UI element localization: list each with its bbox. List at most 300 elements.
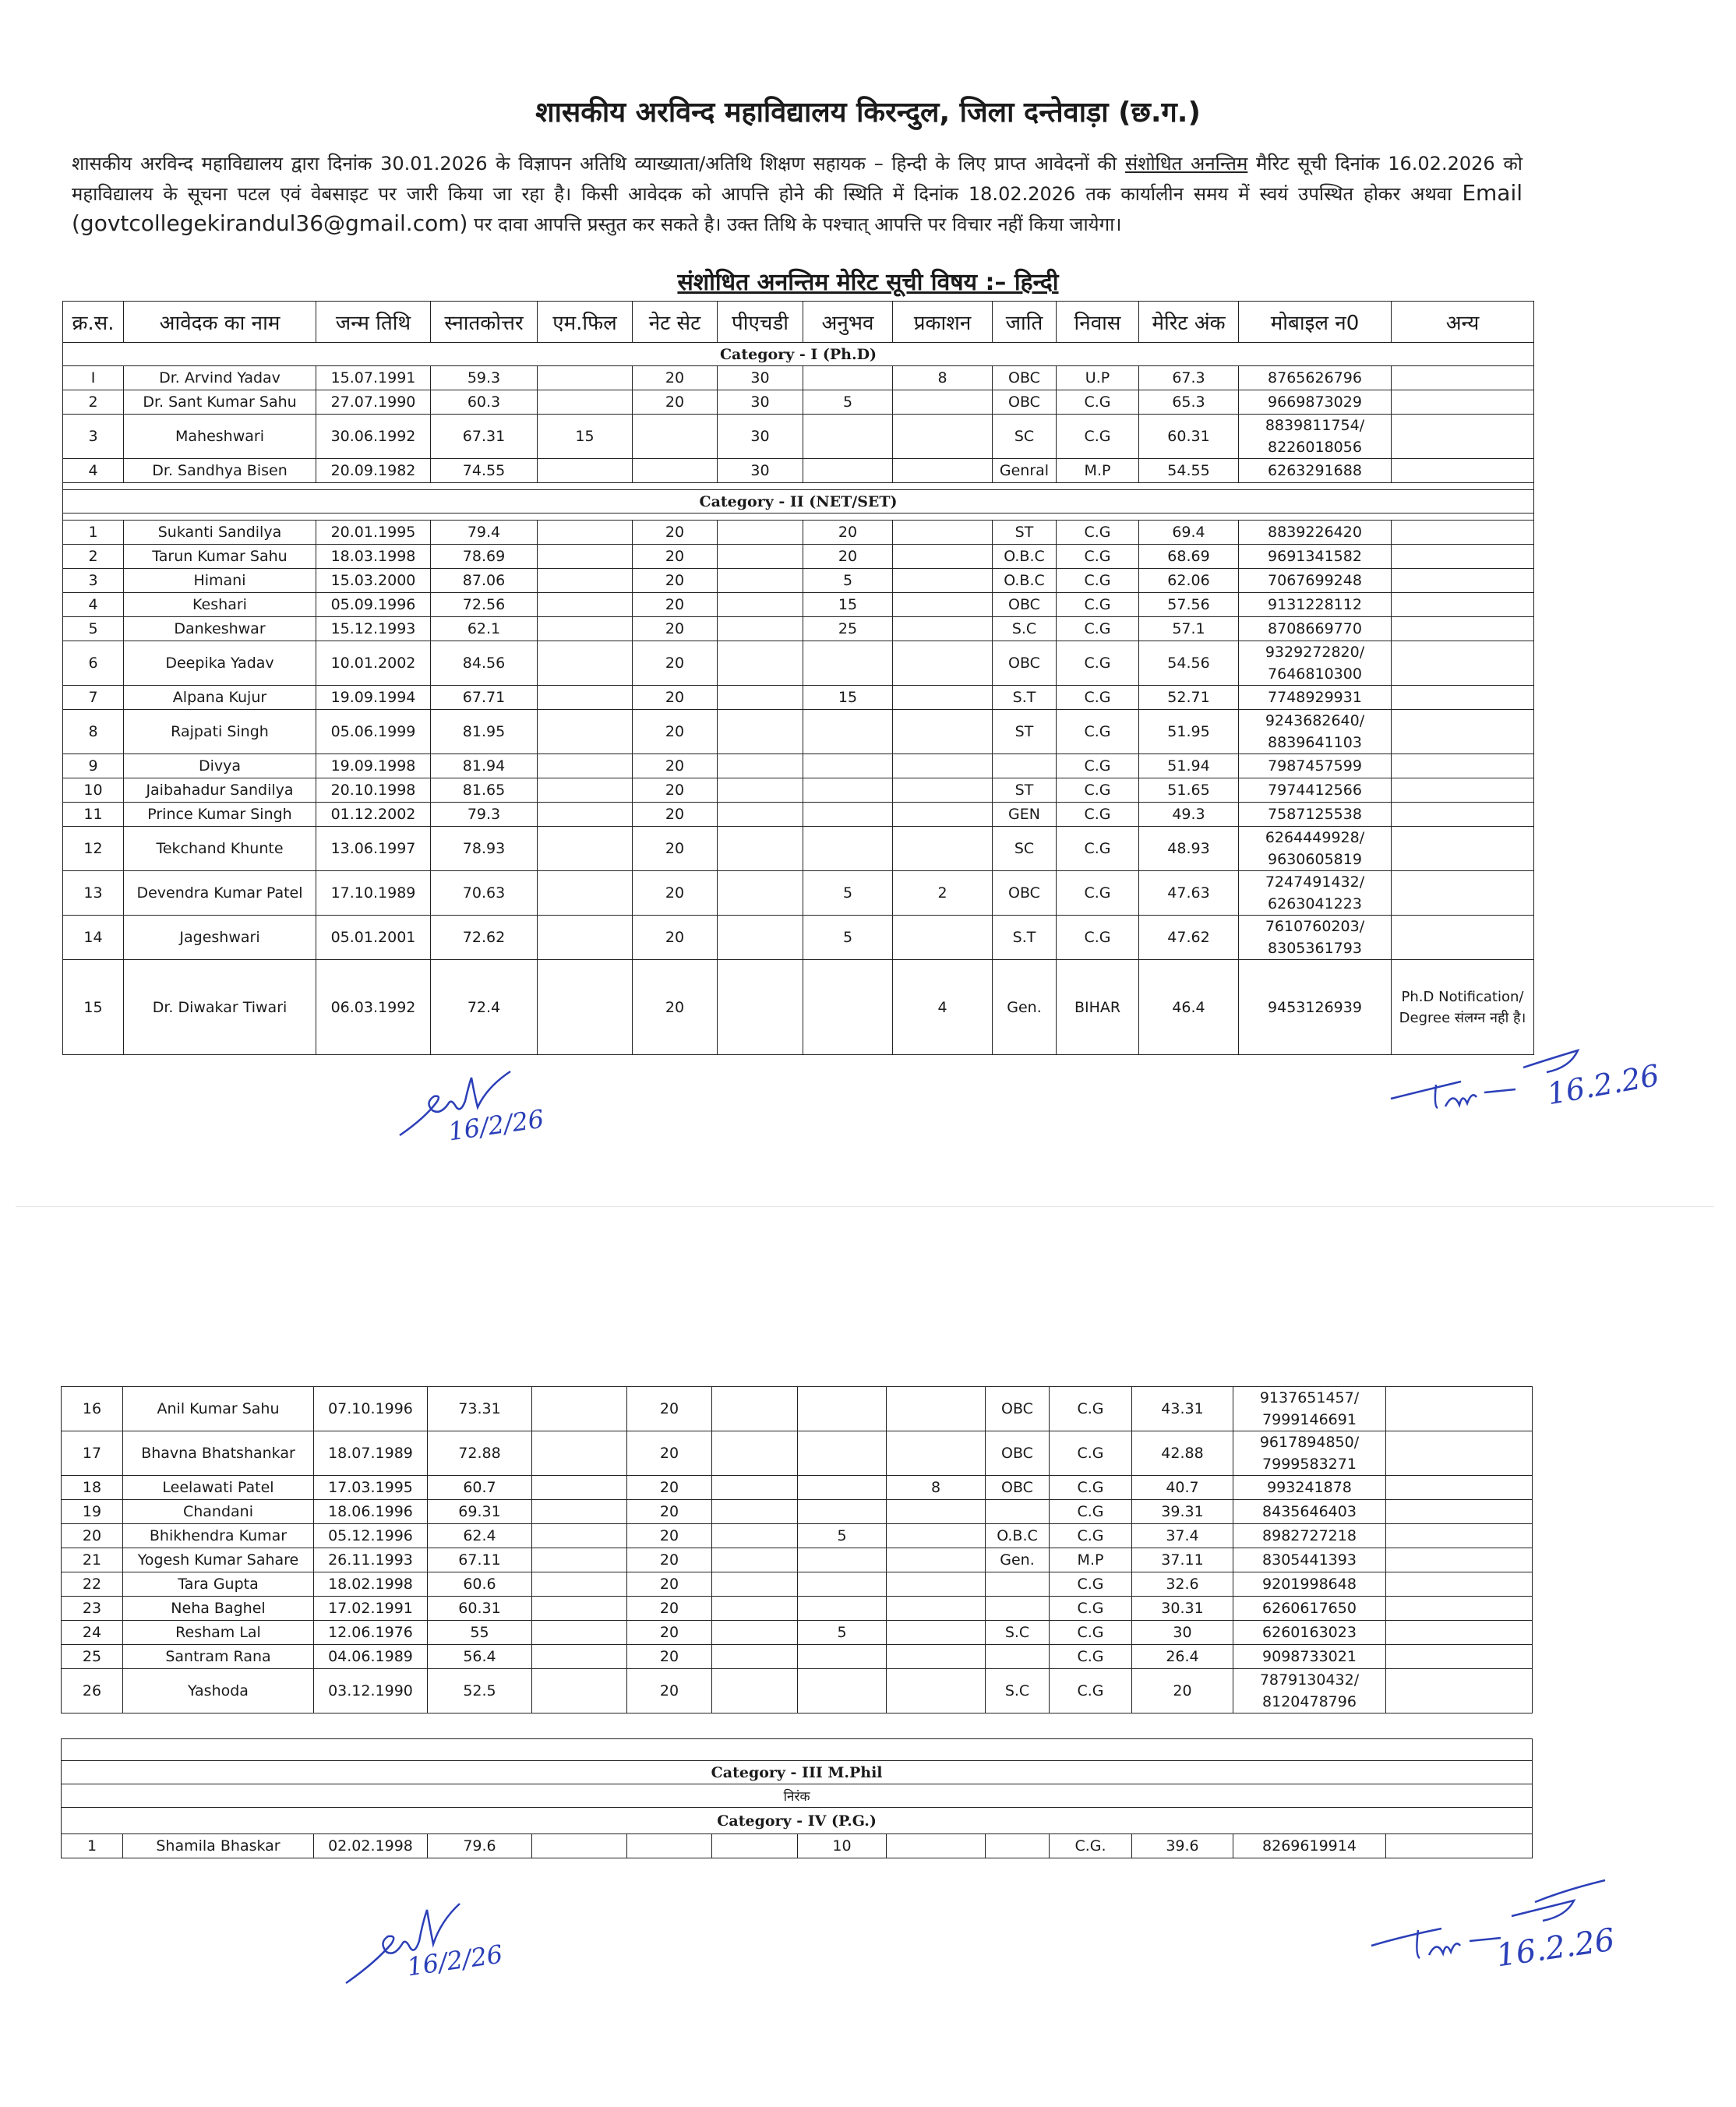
spacer-row (62, 1739, 1533, 1761)
category-row (62, 1761, 1533, 1784)
dob-cell: 20.10.1998 (316, 778, 431, 803)
mphil-cell (538, 545, 633, 569)
sn-cell: 16 (62, 1387, 123, 1431)
col-header-sn: क्र.स. (63, 302, 124, 343)
dob-cell: 02.02.1998 (314, 1834, 428, 1858)
residence-cell: C.G (1050, 1476, 1132, 1500)
residence-cell: C.G (1050, 1669, 1132, 1713)
publication-cell (887, 1524, 986, 1548)
dob-cell: 03.12.1990 (314, 1669, 428, 1713)
residence-cell: C.G (1057, 390, 1139, 415)
residence-cell: C.G (1050, 1597, 1132, 1621)
dob-cell: 15.12.1993 (316, 617, 431, 641)
net-set-cell: 20 (633, 593, 718, 617)
dob-cell: 10.01.2002 (316, 641, 431, 686)
name-cell: Prince Kumar Singh (124, 803, 316, 827)
table-row (63, 641, 1534, 686)
caste-cell: Gen. (993, 960, 1057, 1055)
pg-cell: 62.4 (428, 1524, 532, 1548)
phd-cell (712, 1572, 798, 1597)
sn-cell: 2 (63, 545, 124, 569)
name-cell: Santram Rana (123, 1645, 314, 1669)
table-row (62, 1572, 1533, 1597)
other-cell (1386, 1431, 1533, 1476)
net-set-cell: 20 (633, 366, 718, 390)
sn-cell: 4 (63, 593, 124, 617)
caste-cell: S.T (993, 916, 1057, 960)
name-cell: Dr. Diwakar Tiwari (124, 960, 316, 1055)
residence-cell: C.G (1050, 1387, 1132, 1431)
category-label: Category - III M.Phil (62, 1761, 1533, 1784)
caste-cell: OBC (993, 593, 1057, 617)
other-cell (1386, 1476, 1533, 1500)
phd-cell: 30 (718, 415, 803, 459)
publication-cell (893, 459, 993, 483)
caste-cell (993, 754, 1057, 778)
phd-cell (712, 1834, 798, 1858)
col-header-mphil: एम.फिल (538, 302, 633, 343)
net-set-cell: 20 (633, 641, 718, 686)
residence-cell: C.G (1057, 617, 1139, 641)
phd-cell (718, 569, 803, 593)
dob-cell: 07.10.1996 (314, 1387, 428, 1431)
category-label: Category - II (NET/SET) (63, 490, 1534, 514)
sn-cell: 14 (63, 916, 124, 960)
residence-cell: C.G (1050, 1621, 1132, 1645)
category-row (63, 343, 1534, 366)
table-row (63, 366, 1534, 390)
dob-cell: 05.12.1996 (314, 1524, 428, 1548)
dob-cell: 18.02.1998 (314, 1572, 428, 1597)
publication-cell (893, 686, 993, 710)
name-cell: Chandani (123, 1500, 314, 1524)
merit-cell: 68.69 (1139, 545, 1239, 569)
sn-cell: 15 (63, 960, 124, 1055)
merit-cell: 52.71 (1139, 686, 1239, 710)
name-cell: Divya (124, 754, 316, 778)
mphil-cell (532, 1548, 627, 1572)
mphil-cell (538, 390, 633, 415)
name-cell: Maheshwari (124, 415, 316, 459)
phd-cell (712, 1431, 798, 1476)
mphil-cell (532, 1645, 627, 1669)
caste-cell (986, 1645, 1050, 1669)
caste-cell: ST (993, 778, 1057, 803)
pg-cell: 67.11 (428, 1548, 532, 1572)
mphil-cell (538, 617, 633, 641)
col-header-dob: जन्म तिथि (316, 302, 431, 343)
mphil-cell (538, 641, 633, 686)
caste-cell: S.C (993, 617, 1057, 641)
net-set-cell: 20 (633, 390, 718, 415)
publication-cell (887, 1621, 986, 1645)
phd-cell (718, 778, 803, 803)
pg-cell: 56.4 (428, 1645, 532, 1669)
pg-cell: 81.94 (431, 754, 538, 778)
caste-cell: O.B.C (993, 545, 1057, 569)
mobile-cell: 9201998648 (1233, 1572, 1386, 1597)
merit-cell: 51.95 (1139, 710, 1239, 754)
experience-cell: 15 (803, 593, 893, 617)
residence-cell: C.G (1057, 871, 1139, 916)
mphil-cell (532, 1431, 627, 1476)
phd-cell: 30 (718, 459, 803, 483)
dob-cell: 20.01.1995 (316, 521, 431, 545)
pg-cell: 67.71 (431, 686, 538, 710)
pg-cell: 81.65 (431, 778, 538, 803)
net-set-cell: 20 (627, 1387, 712, 1431)
mphil-cell (538, 916, 633, 960)
dob-cell: 05.06.1999 (316, 710, 431, 754)
merit-cell: 57.56 (1139, 593, 1239, 617)
mphil-cell (532, 1572, 627, 1597)
phd-cell (718, 871, 803, 916)
sn-cell: 5 (63, 617, 124, 641)
publication-cell: 2 (893, 871, 993, 916)
phd-cell (718, 960, 803, 1055)
table-header-row (63, 302, 1534, 343)
pg-cell: 79.6 (428, 1834, 532, 1858)
merit-cell: 40.7 (1132, 1476, 1233, 1500)
mobile-cell: 7879130432/ 8120478796 (1233, 1669, 1386, 1713)
dob-cell: 30.06.1992 (316, 415, 431, 459)
merit-cell: 69.4 (1139, 521, 1239, 545)
caste-cell: S.C (986, 1621, 1050, 1645)
experience-cell (803, 754, 893, 778)
publication-cell (893, 641, 993, 686)
pg-cell: 55 (428, 1621, 532, 1645)
publication-cell: 4 (893, 960, 993, 1055)
page-separator (16, 1206, 1714, 1207)
table-row (62, 1431, 1533, 1476)
col-header-residence: निवास (1057, 302, 1139, 343)
mphil-cell (538, 960, 633, 1055)
phd-cell (712, 1548, 798, 1572)
experience-cell: 20 (803, 545, 893, 569)
publication-cell (887, 1548, 986, 1572)
phd-cell (718, 593, 803, 617)
other-cell (1386, 1597, 1533, 1621)
net-set-cell: 20 (627, 1669, 712, 1713)
mphil-cell (538, 827, 633, 871)
caste-cell: OBC (993, 871, 1057, 916)
signature-right-top-date: 16.2.26 (1544, 1057, 1662, 1112)
mobile-cell: 9329272820/ 7646810300 (1239, 641, 1392, 686)
sn-cell: 18 (62, 1476, 123, 1500)
merit-cell: 60.31 (1139, 415, 1239, 459)
pg-cell: 87.06 (431, 569, 538, 593)
mobile-cell: 9098733021 (1233, 1645, 1386, 1669)
spacer-row (63, 483, 1534, 490)
mphil-cell (538, 593, 633, 617)
merit-cell: 39.6 (1132, 1834, 1233, 1858)
experience-cell (803, 366, 893, 390)
publication-cell (893, 415, 993, 459)
mobile-cell: 9691341582 (1239, 545, 1392, 569)
mobile-cell: 9617894850/ 7999583271 (1233, 1431, 1386, 1476)
net-set-cell: 20 (633, 754, 718, 778)
name-cell: Jaibahadur Sandilya (124, 778, 316, 803)
name-cell: Keshari (124, 593, 316, 617)
col-header-pg: स्नातकोत्तर (431, 302, 538, 343)
other-cell (1386, 1645, 1533, 1669)
pg-cell: 70.63 (431, 871, 538, 916)
table-row (63, 459, 1534, 483)
name-cell: Tekchand Khunte (124, 827, 316, 871)
other-cell (1386, 1548, 1533, 1572)
mphil-cell (538, 521, 633, 545)
caste-cell: S.C (986, 1669, 1050, 1713)
signature-left-top (393, 1064, 549, 1168)
phd-cell (718, 686, 803, 710)
caste-cell: O.B.C (986, 1524, 1050, 1548)
publication-cell (893, 593, 993, 617)
col-header-mobile: मोबाइल न0 (1239, 302, 1392, 343)
residence-cell: M.P (1050, 1548, 1132, 1572)
sn-cell: 2 (63, 390, 124, 415)
mphil-cell (532, 1524, 627, 1548)
name-cell: Dr. Sant Kumar Sahu (124, 390, 316, 415)
col-header-publication: प्रकाशन (893, 302, 993, 343)
other-cell (1386, 1669, 1533, 1713)
caste-cell: SC (993, 827, 1057, 871)
col-header-name: आवेदक का नाम (124, 302, 316, 343)
experience-cell (803, 641, 893, 686)
mobile-cell: 6260163023 (1233, 1621, 1386, 1645)
experience-cell (803, 459, 893, 483)
mphil-cell (538, 778, 633, 803)
name-cell: Bhavna Bhatshankar (123, 1431, 314, 1476)
sn-cell: 11 (63, 803, 124, 827)
signature-right-bottom (1371, 1874, 1636, 1994)
caste-cell: OBC (993, 366, 1057, 390)
residence-cell: C.G (1050, 1431, 1132, 1476)
phd-cell (712, 1597, 798, 1621)
sn-cell: 10 (63, 778, 124, 803)
publication-cell (893, 827, 993, 871)
residence-cell: C.G (1050, 1500, 1132, 1524)
publication-cell: 8 (887, 1476, 986, 1500)
other-cell (1392, 390, 1534, 415)
experience-cell: 10 (798, 1834, 887, 1858)
experience-cell: 5 (798, 1524, 887, 1548)
table-row (63, 390, 1534, 415)
net-set-cell: 20 (627, 1476, 712, 1500)
pg-cell: 81.95 (431, 710, 538, 754)
pg-cell: 72.62 (431, 916, 538, 960)
spacer-cell (63, 483, 1534, 490)
mobile-cell: 6264449928/ 9630605819 (1239, 827, 1392, 871)
mphil-cell: 15 (538, 415, 633, 459)
col-header-phd: पीएचडी (718, 302, 803, 343)
net-set-cell (633, 459, 718, 483)
net-set-cell: 20 (627, 1431, 712, 1476)
mobile-cell: 6260617650 (1233, 1597, 1386, 1621)
other-cell (1392, 366, 1534, 390)
page-title: शासकीय अरविन्द महाविद्यालय किरन्दुल, जिला दन्तेवाड़ा (छ.ग.) (535, 97, 1201, 129)
caste-cell: S.T (993, 686, 1057, 710)
pg-cell: 78.69 (431, 545, 538, 569)
experience-cell (798, 1572, 887, 1597)
residence-cell: C.G (1057, 593, 1139, 617)
name-cell: Himani (124, 569, 316, 593)
residence-cell: C.G (1057, 916, 1139, 960)
mobile-cell: 9243682640/ 8839641103 (1239, 710, 1392, 754)
experience-cell (803, 710, 893, 754)
sn-cell: 3 (63, 569, 124, 593)
phd-cell (712, 1387, 798, 1431)
phd-cell (712, 1476, 798, 1500)
net-set-cell: 20 (627, 1572, 712, 1597)
pg-cell: 67.31 (431, 415, 538, 459)
net-set-cell: 20 (633, 545, 718, 569)
merit-table-page-1 (62, 301, 1534, 1055)
sn-cell: 8 (63, 710, 124, 754)
mobile-cell: 7247491432/ 6263041223 (1239, 871, 1392, 916)
name-cell: Yogesh Kumar Sahare (123, 1548, 314, 1572)
signature-left-bottom (343, 1890, 506, 2002)
mphil-cell (532, 1621, 627, 1645)
residence-cell: C.G (1057, 641, 1139, 686)
phd-cell (718, 754, 803, 778)
pg-cell: 74.55 (431, 459, 538, 483)
table-row (63, 960, 1534, 1055)
net-set-cell: 20 (627, 1621, 712, 1645)
mphil-cell (532, 1476, 627, 1500)
net-set-cell: 20 (633, 710, 718, 754)
experience-cell: 25 (803, 617, 893, 641)
dob-cell: 05.09.1996 (316, 593, 431, 617)
category-label: Category - I (Ph.D) (63, 343, 1534, 366)
merit-cell: 47.62 (1139, 916, 1239, 960)
dob-cell: 18.07.1989 (314, 1431, 428, 1476)
caste-cell: O.B.C (993, 569, 1057, 593)
residence-cell: C.G (1057, 415, 1139, 459)
table-row (63, 415, 1534, 459)
signature-left-bottom-date: 16/2/26 (404, 1939, 505, 1982)
dob-cell: 26.11.1993 (314, 1548, 428, 1572)
mphil-cell (532, 1834, 627, 1858)
experience-cell (803, 803, 893, 827)
phd-cell (712, 1669, 798, 1713)
col-header-merit: मेरिट अंक (1139, 302, 1239, 343)
table-row (62, 1524, 1533, 1548)
table-row (63, 617, 1534, 641)
mphil-cell (538, 871, 633, 916)
mobile-cell: 7067699248 (1239, 569, 1392, 593)
sn-cell: 6 (63, 641, 124, 686)
experience-cell (803, 778, 893, 803)
pg-cell: 72.88 (428, 1431, 532, 1476)
publication-cell (887, 1834, 986, 1858)
other-cell (1392, 545, 1534, 569)
residence-cell: C.G (1050, 1572, 1132, 1597)
dob-cell: 06.03.1992 (316, 960, 431, 1055)
name-cell: Shamila Bhaskar (123, 1834, 314, 1858)
name-cell: Rajpati Singh (124, 710, 316, 754)
experience-cell: 5 (798, 1621, 887, 1645)
other-cell (1386, 1387, 1533, 1431)
mphil-cell (538, 366, 633, 390)
spacer-cell (62, 1739, 1533, 1761)
residence-cell: C.G (1057, 569, 1139, 593)
sn-cell: 1 (62, 1834, 123, 1858)
other-cell (1392, 710, 1534, 754)
caste-cell: ST (993, 710, 1057, 754)
caste-cell: OBC (986, 1387, 1050, 1431)
sn-cell: 17 (62, 1431, 123, 1476)
publication-cell (893, 803, 993, 827)
pg-cell: 78.93 (431, 827, 538, 871)
sn-cell: 13 (63, 871, 124, 916)
table-row (63, 521, 1534, 545)
merit-cell: 54.55 (1139, 459, 1239, 483)
phd-cell (718, 803, 803, 827)
net-set-cell: 20 (633, 686, 718, 710)
merit-cell: 57.1 (1139, 617, 1239, 641)
table-row (63, 803, 1534, 827)
residence-cell: C.G (1050, 1645, 1132, 1669)
mobile-cell: 9131228112 (1239, 593, 1392, 617)
other-cell (1386, 1572, 1533, 1597)
name-cell: Anil Kumar Sahu (123, 1387, 314, 1431)
pg-cell: 60.3 (431, 390, 538, 415)
publication-cell (893, 390, 993, 415)
category-note: निरंक (62, 1784, 1533, 1808)
mobile-cell: 8839226420 (1239, 521, 1392, 545)
other-cell (1392, 778, 1534, 803)
pg-cell: 73.31 (428, 1387, 532, 1431)
caste-cell: GEN (993, 803, 1057, 827)
pg-cell: 60.7 (428, 1476, 532, 1500)
publication-cell (893, 617, 993, 641)
dob-cell: 20.09.1982 (316, 459, 431, 483)
experience-cell (798, 1548, 887, 1572)
merit-cell: 37.4 (1132, 1524, 1233, 1548)
other-cell (1386, 1524, 1533, 1548)
residence-cell: C.G (1057, 545, 1139, 569)
sn-cell: 1 (63, 521, 124, 545)
mobile-cell: 7974412566 (1239, 778, 1392, 803)
mobile-cell: 7610760203/ 8305361793 (1239, 916, 1392, 960)
sn-cell: 22 (62, 1572, 123, 1597)
caste-cell: OBC (986, 1476, 1050, 1500)
table-row (63, 569, 1534, 593)
dob-cell: 01.12.2002 (316, 803, 431, 827)
phd-cell (718, 827, 803, 871)
dob-cell: 15.03.2000 (316, 569, 431, 593)
caste-cell: ST (993, 521, 1057, 545)
other-cell (1392, 871, 1534, 916)
signature-right-bottom-date: 16.2.26 (1494, 1922, 1618, 1975)
publication-cell (887, 1669, 986, 1713)
other-cell (1392, 415, 1534, 459)
phd-cell: 30 (718, 390, 803, 415)
pg-cell: 52.5 (428, 1669, 532, 1713)
mphil-cell (538, 569, 633, 593)
name-cell: Dr. Sandhya Bisen (124, 459, 316, 483)
caste-cell (986, 1500, 1050, 1524)
sn-cell: 20 (62, 1524, 123, 1548)
table-row (62, 1548, 1533, 1572)
table-row (63, 871, 1534, 916)
name-cell: Sukanti Sandilya (124, 521, 316, 545)
other-cell (1392, 803, 1534, 827)
dob-cell: 05.01.2001 (316, 916, 431, 960)
merit-cell: 30.31 (1132, 1597, 1233, 1621)
phd-cell (718, 521, 803, 545)
sn-cell: 21 (62, 1548, 123, 1572)
